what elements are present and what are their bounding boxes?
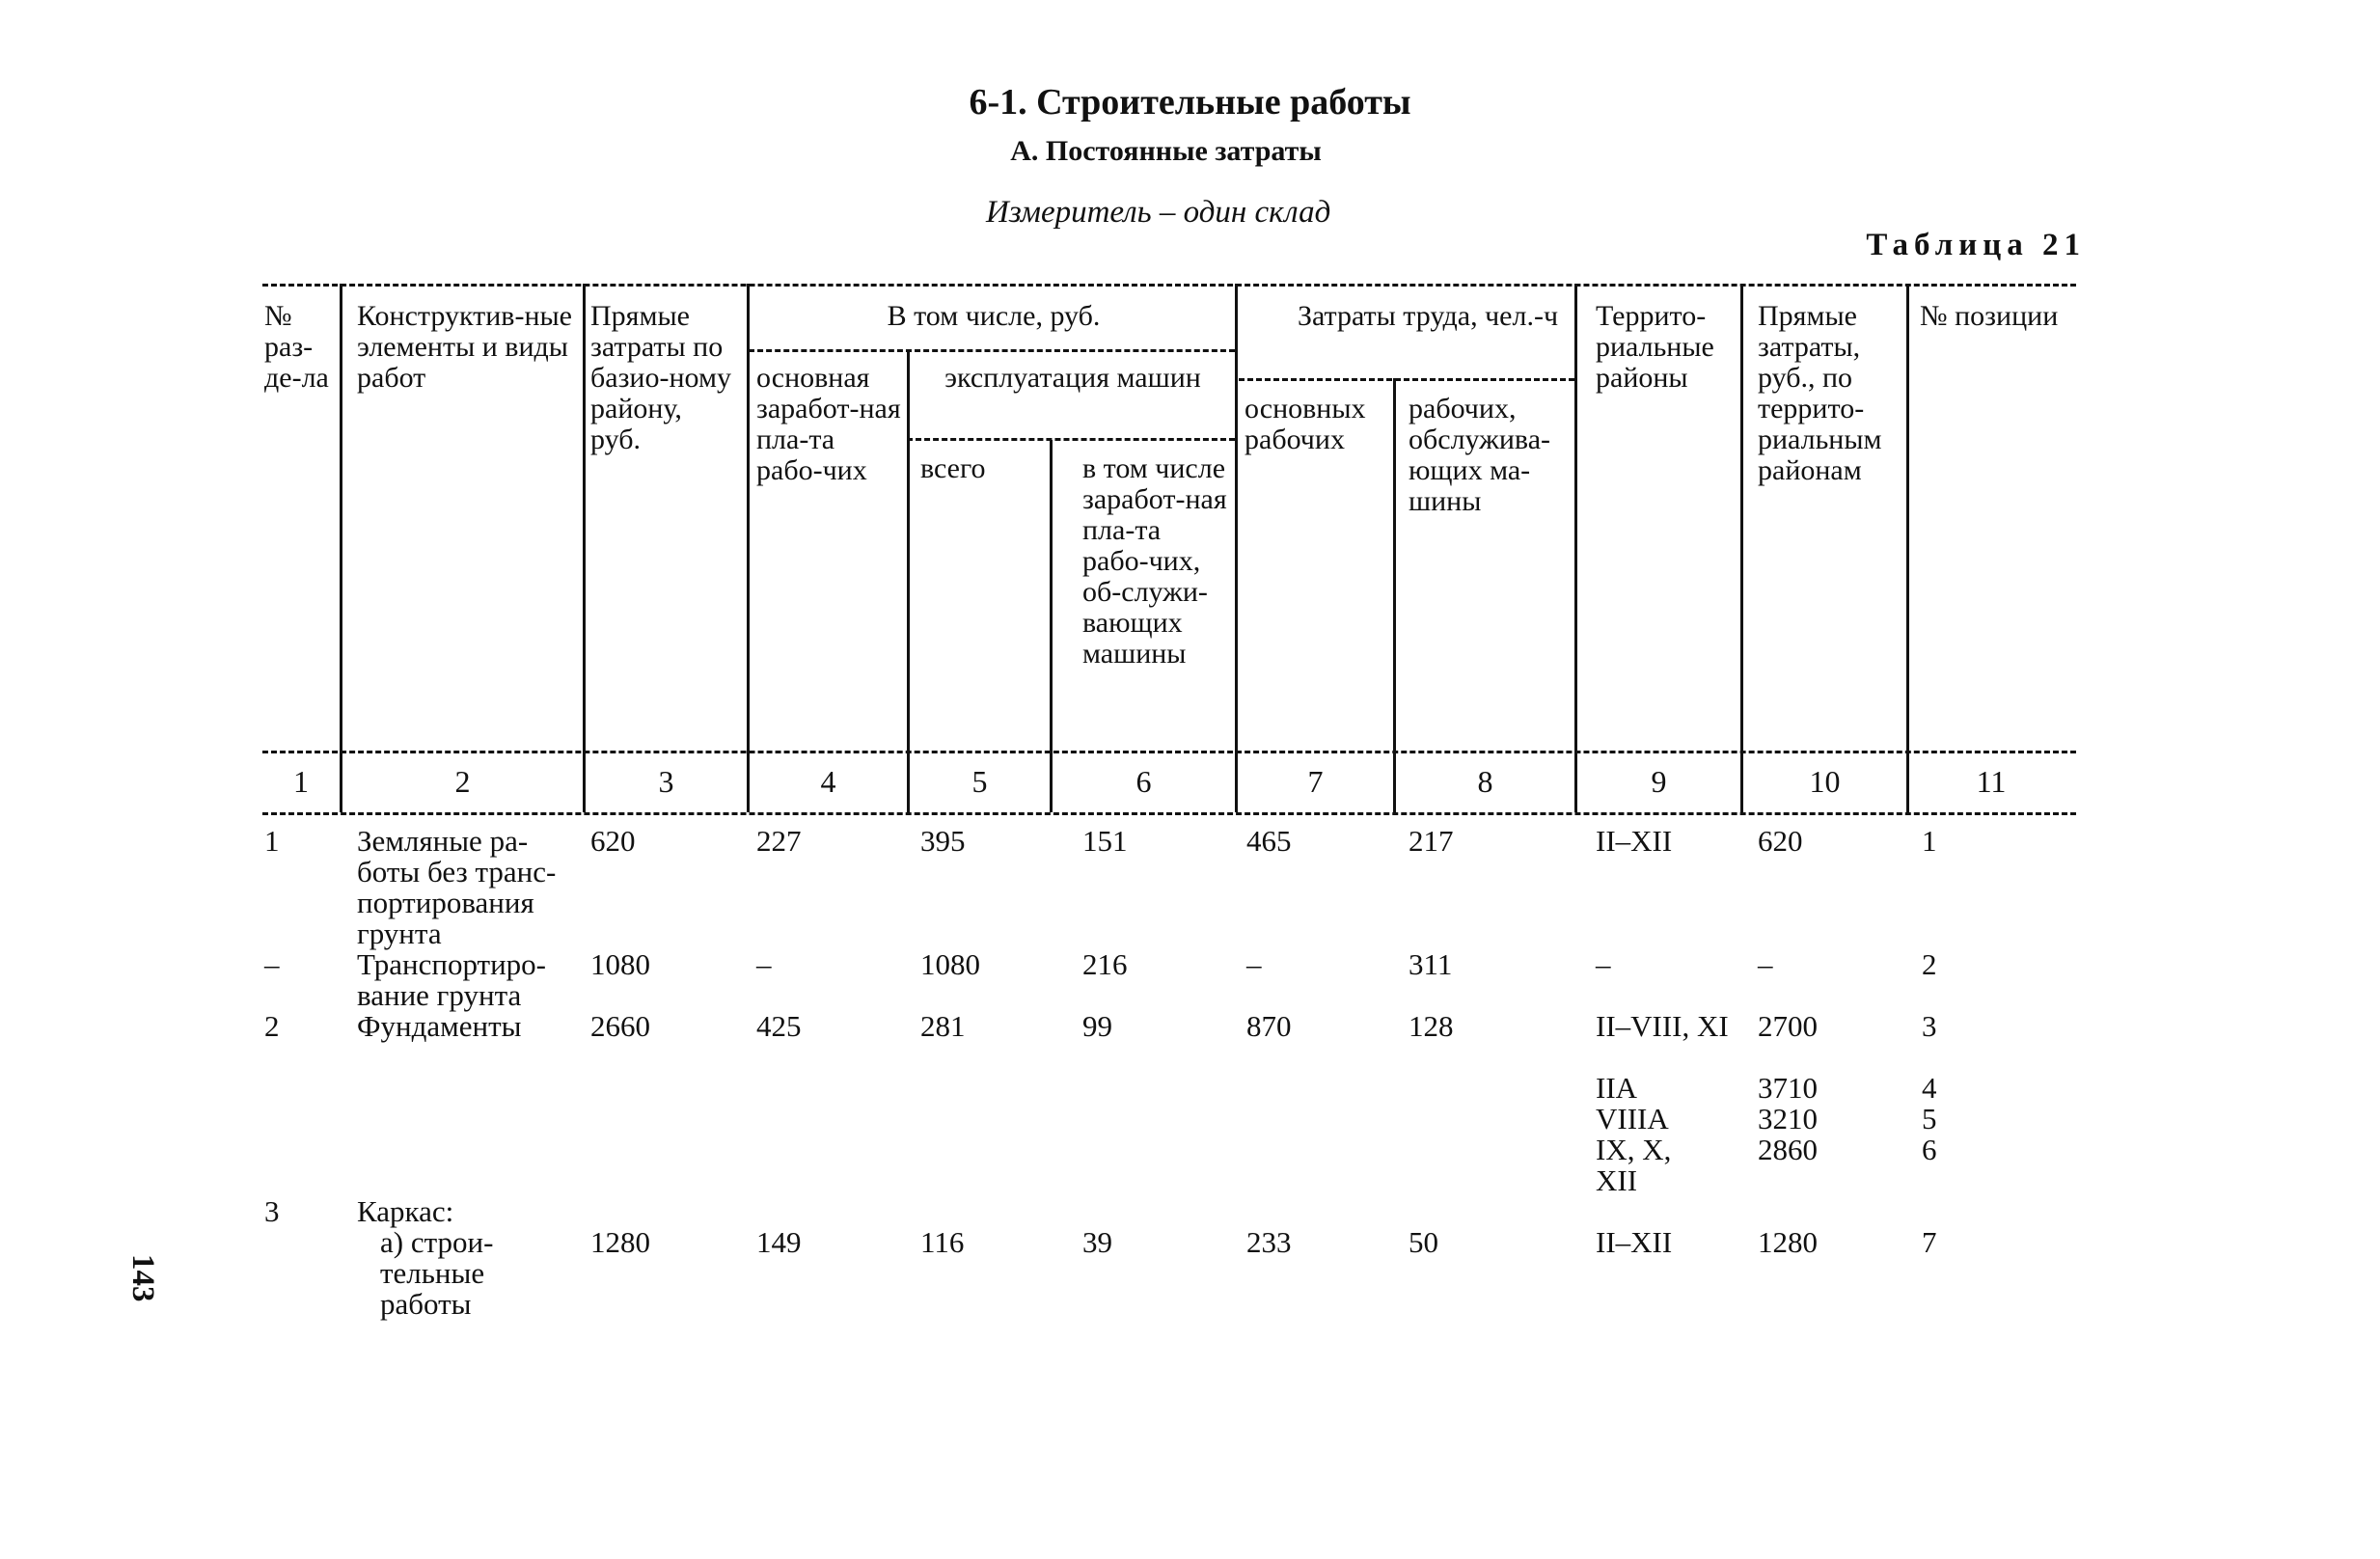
- cell-labor-main: 870: [1246, 1009, 1292, 1043]
- cell-reg-cost: 3710: [1758, 1071, 1818, 1105]
- col-divider: [1906, 284, 1909, 812]
- header-col-6: в том числе заработ-ная пла-та рабо-чих, об-служи-вающих машины: [1082, 452, 1227, 670]
- cell-reg-cost: 2700: [1758, 1009, 1818, 1043]
- cell-labor-main: 233: [1246, 1225, 1292, 1259]
- column-number: 5: [971, 764, 988, 799]
- cell-base: 1280: [590, 1225, 650, 1259]
- column-number: 10: [1809, 764, 1841, 799]
- cell-regions: II–XII: [1596, 1225, 1673, 1259]
- col-divider: [1574, 284, 1577, 812]
- cell-regions: IIA: [1596, 1071, 1638, 1105]
- cell-labor-main: 465: [1246, 824, 1292, 858]
- cell-pos: 4: [1922, 1071, 1937, 1105]
- cell-section: 3: [264, 1194, 280, 1228]
- rule-group-5-6: [907, 438, 1235, 441]
- cell-labor-mach: 217: [1409, 824, 1454, 858]
- column-number: 2: [454, 764, 471, 799]
- rule-group-7-8: [1239, 378, 1574, 381]
- cell-name: Транспортиро-вание грунта: [357, 947, 547, 1012]
- column-number: 8: [1477, 764, 1493, 799]
- cell-pos: 5: [1922, 1102, 1937, 1135]
- cell-mach-wage: 39: [1082, 1225, 1112, 1259]
- cell-regions: II–XII: [1596, 824, 1673, 858]
- header-col-2: Конструктив-ные элементы и виды работ: [357, 300, 572, 394]
- header-col-4: основная заработ-ная пла-та рабо-чих: [756, 362, 901, 486]
- header-col-1: № раз-де-ла: [264, 300, 329, 394]
- cell-base: 2660: [590, 1009, 650, 1043]
- cell-section: 2: [264, 1009, 280, 1043]
- document-subtitle: А. Постоянные затраты: [1010, 135, 1322, 167]
- cell-reg-cost: 1280: [1758, 1225, 1818, 1259]
- column-numbers-rule: [262, 812, 2076, 815]
- cell-regions: VIIIA: [1596, 1102, 1669, 1135]
- cell-labor-mach: 311: [1409, 947, 1453, 981]
- column-number: 11: [1976, 764, 2007, 799]
- cell-mach-total: 395: [920, 824, 966, 858]
- cell-wage: 425: [756, 1009, 802, 1043]
- cell-labor-main: –: [1246, 947, 1262, 981]
- col-divider: [1235, 284, 1238, 812]
- cell-mach-wage: 99: [1082, 1009, 1112, 1043]
- cell-reg-cost: 2860: [1758, 1133, 1818, 1166]
- column-number: 4: [820, 764, 836, 799]
- cell-section: –: [264, 947, 280, 981]
- column-number: 3: [658, 764, 674, 799]
- column-number: 1: [293, 764, 309, 799]
- header-col-5: всего: [920, 452, 986, 484]
- header-col-9: Террито-риальные районы: [1596, 300, 1714, 394]
- cell-pos: 3: [1922, 1009, 1937, 1043]
- cell-pos: 1: [1922, 824, 1937, 858]
- column-number: 9: [1651, 764, 1667, 799]
- header-group-7-8: Затраты труда, чел.-ч: [1297, 300, 1559, 332]
- cell-name: Земляные ра-боты без транс-портирования грунта: [357, 824, 557, 950]
- cell-regions: IX, X, XII: [1596, 1133, 1672, 1197]
- col-divider: [1740, 284, 1743, 812]
- cell-pos: 2: [1922, 947, 1937, 981]
- col-divider: [583, 284, 586, 812]
- cell-reg-cost: –: [1758, 947, 1773, 981]
- col-divider: [747, 284, 750, 812]
- header-col-7: основных рабочих: [1245, 393, 1366, 455]
- table-label: Таблица 21: [1866, 228, 2086, 262]
- cell-labor-mach: 128: [1409, 1009, 1454, 1043]
- cell-section: 1: [264, 824, 280, 858]
- cell-reg-cost: 620: [1758, 824, 1803, 858]
- header-bottom-rule: [262, 751, 2076, 753]
- document-title: 6-1. Строительные работы: [969, 82, 1411, 123]
- cell-regions: –: [1596, 947, 1611, 981]
- cell-wage: –: [756, 947, 772, 981]
- table-top-rule: [262, 284, 2076, 287]
- cell-pos: 7: [1922, 1225, 1937, 1259]
- cell-labor-mach: 50: [1409, 1225, 1438, 1259]
- col-divider: [340, 284, 342, 812]
- cell-mach-wage: 216: [1082, 947, 1128, 981]
- cell-wage: 149: [756, 1225, 802, 1259]
- cell-name: Каркас:: [357, 1194, 454, 1228]
- header-col-8: рабочих, обслужива-ющих ма-шины: [1409, 393, 1551, 517]
- cell-reg-cost: 3210: [1758, 1102, 1818, 1135]
- measure-caption: Измеритель – один склад: [986, 195, 1331, 230]
- cell-name: Фундаменты: [357, 1009, 522, 1043]
- page-number: 143: [125, 1254, 160, 1302]
- col-divider: [907, 349, 910, 812]
- header-col-11: № позиции: [1920, 300, 2059, 332]
- header-col-3: Прямые затраты по базио-ному району, руб.: [590, 300, 731, 455]
- column-number: 6: [1135, 764, 1152, 799]
- cell-base: 620: [590, 824, 636, 858]
- cell-mach-total: 281: [920, 1009, 966, 1043]
- cell-mach-total: 116: [920, 1225, 965, 1259]
- cell-mach-total: 1080: [920, 947, 980, 981]
- cell-pos: 6: [1922, 1133, 1937, 1166]
- cell-regions: II–VIII, XI: [1596, 1009, 1729, 1043]
- rule-group-4-6: [749, 349, 1235, 352]
- cell-name: а) строи-тельные работы: [380, 1225, 494, 1321]
- header-col-10: Прямые затраты, руб., по террито-риальным районам: [1758, 300, 1882, 486]
- col-divider: [1050, 440, 1053, 812]
- header-group-4-6: В том числе, руб.: [887, 300, 1101, 332]
- cell-base: 1080: [590, 947, 650, 981]
- header-group-5-6: эксплуатация машин: [944, 362, 1201, 394]
- cell-wage: 227: [756, 824, 802, 858]
- column-number: 7: [1307, 764, 1324, 799]
- cell-mach-wage: 151: [1082, 824, 1128, 858]
